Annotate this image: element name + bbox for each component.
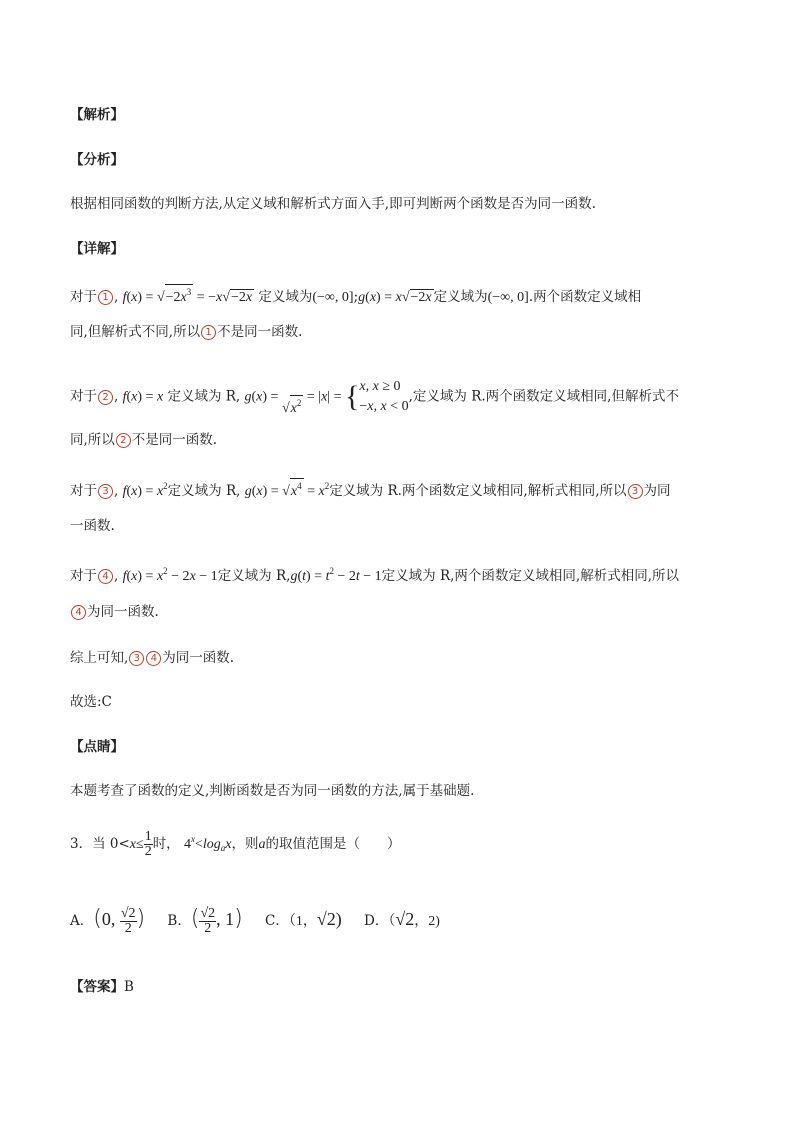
prefix: 对于 — [70, 483, 97, 499]
detail-item-2-line2 — [70, 428, 730, 448]
option-b: B．( $\frac{√2}{2}$ , 1) — [167, 906, 243, 936]
fenxi-text: 根据相同函数的判断方法,从定义域和解析式方面入手,即可判断两个函数是否为同一函数. — [70, 196, 596, 212]
text: 为同 — [643, 483, 671, 499]
domain-text-2: 定义域为 — [433, 289, 488, 305]
domain-text: 定义域为 R, — [167, 483, 241, 499]
text: 不是同一函数. — [217, 324, 303, 340]
domain-text: 定义域为 R, — [167, 388, 241, 405]
domain-text: 定义域为 R, — [217, 568, 291, 584]
tail: .两个函数定义域相 — [528, 289, 642, 305]
text: ，则 — [231, 836, 259, 852]
comment-text: 本题考查了函数的定义,判断函数是否为同一函数的方法,属于基础题. — [70, 783, 475, 799]
circled-number-2: 2 — [98, 390, 113, 405]
detail-item-2-line1: 对于 2 , f(x) = x 定义域为 R, $g(x) = √x^2 = |x| = \{x$, x ≥ 0 −x, x < 0,定义域为 R.两个函数定义域相同,但解析式不 — [70, 379, 679, 416]
text: 综上可知, — [70, 650, 129, 666]
math-f1: f — [122, 290, 127, 305]
question-3: 3．当 0<x≤ $\frac{1}{2}$ 时， $4^x<\log_ax$，则a的取值范围是（ ） — [70, 829, 401, 859]
text: 同,所以 — [70, 432, 115, 448]
question-number: 3．当 0< — [70, 836, 130, 852]
text: 同,但解析式不同,所以 — [70, 324, 201, 340]
fraction-half: $\frac{1}{2}$ — [144, 829, 152, 859]
answer-value: B — [124, 979, 134, 995]
answer-heading: 【答案】 — [70, 979, 124, 995]
option-c: C．（1，√2) — [265, 909, 342, 929]
prefix: 对于 — [70, 568, 97, 584]
circled-number-3: 3 — [129, 651, 144, 666]
comment-heading: 【点睛】 — [70, 739, 124, 755]
piecewise: {x, x ≥ 0 −x, x < 0 — [344, 379, 409, 414]
circled-number-3: 3 — [98, 484, 113, 499]
text: 不是同一函数. — [131, 432, 218, 448]
interval: (−∞, 0] — [312, 290, 354, 305]
text: 时， — [152, 836, 180, 852]
summary-line — [70, 646, 730, 666]
tail: ,定义域为 R.两个函数定义域相同,但解析式不 — [408, 388, 679, 405]
option-label: A． — [70, 913, 94, 929]
prefix: 对于 — [70, 388, 97, 405]
circled-number-4: 4 — [71, 605, 86, 620]
option-d: D．（√2，2) — [364, 909, 440, 929]
semicolon: ; — [353, 289, 359, 305]
detail-item-3-line1: 对于 3 , $f(x) = x^2$定义域为 R, $g(x) = √x^4 = x^2$定义域为 R.两个函数定义域相同,解析式相同,所以 3 为同 — [70, 478, 730, 500]
circled-number-2: 2 — [116, 433, 131, 448]
option-label: C． — [265, 913, 289, 929]
math-x: x≤ — [129, 837, 144, 852]
circled-number-1: 1 — [201, 325, 216, 340]
sqrt-expr: $√-2x^3$ — [157, 284, 193, 306]
option-a: A．(0, $\frac{√2}{2}$ ) — [70, 906, 146, 936]
tail: 定义域为 R.两个函数定义域相同,解析式相同,所以 — [329, 483, 627, 499]
log-text: log — [202, 837, 221, 852]
analysis-heading: 【解析】 — [70, 107, 124, 123]
detail-item-1-line2 — [70, 320, 730, 340]
detail-item-3-line2: 一函数. — [70, 518, 115, 534]
options-row — [70, 906, 730, 936]
option-label: D． — [364, 913, 389, 929]
circled-number-4: 4 — [98, 569, 113, 584]
option-label: B． — [167, 913, 191, 929]
fenxi-heading: 【分析】 — [70, 152, 124, 168]
tail: 定义域为 R,两个函数定义域相同,解析式相同,所以 — [381, 568, 679, 584]
text: 为同一函数. — [87, 604, 159, 620]
text: < — [194, 837, 203, 852]
prefix: 对于 — [70, 289, 97, 305]
detail-item-1-line1: 对于 1 , $f(x) = √-2x^3 = -x√-2x$ 定义域为(−∞, 0];g(x) = x√−2x 定义域为(−∞, 0].两个函数定义域相 — [70, 284, 730, 306]
choice-line: 故选:C — [70, 694, 112, 710]
circled-number-1: 1 — [98, 290, 113, 305]
detail-item-4-line2 — [70, 600, 730, 620]
answer-line — [70, 975, 730, 995]
detail-heading: 【详解】 — [70, 241, 124, 257]
circled-number-4: 4 — [146, 651, 161, 666]
interval-2: (−∞, 0] — [487, 290, 529, 305]
circled-number-3: 3 — [628, 484, 643, 499]
detail-item-4-line1: 对于 4 , $f(x) = x^2 - 2x - 1$定义域为 $R,g(t) = t^2 - 2t - 1$定义域为 R,两个函数定义域相同,解析式相同,所以 — [70, 566, 679, 584]
text: 为同一函数. — [162, 650, 235, 666]
domain-text: 定义域为 — [258, 289, 313, 305]
text: 的取值范围是（ ） — [265, 836, 401, 852]
